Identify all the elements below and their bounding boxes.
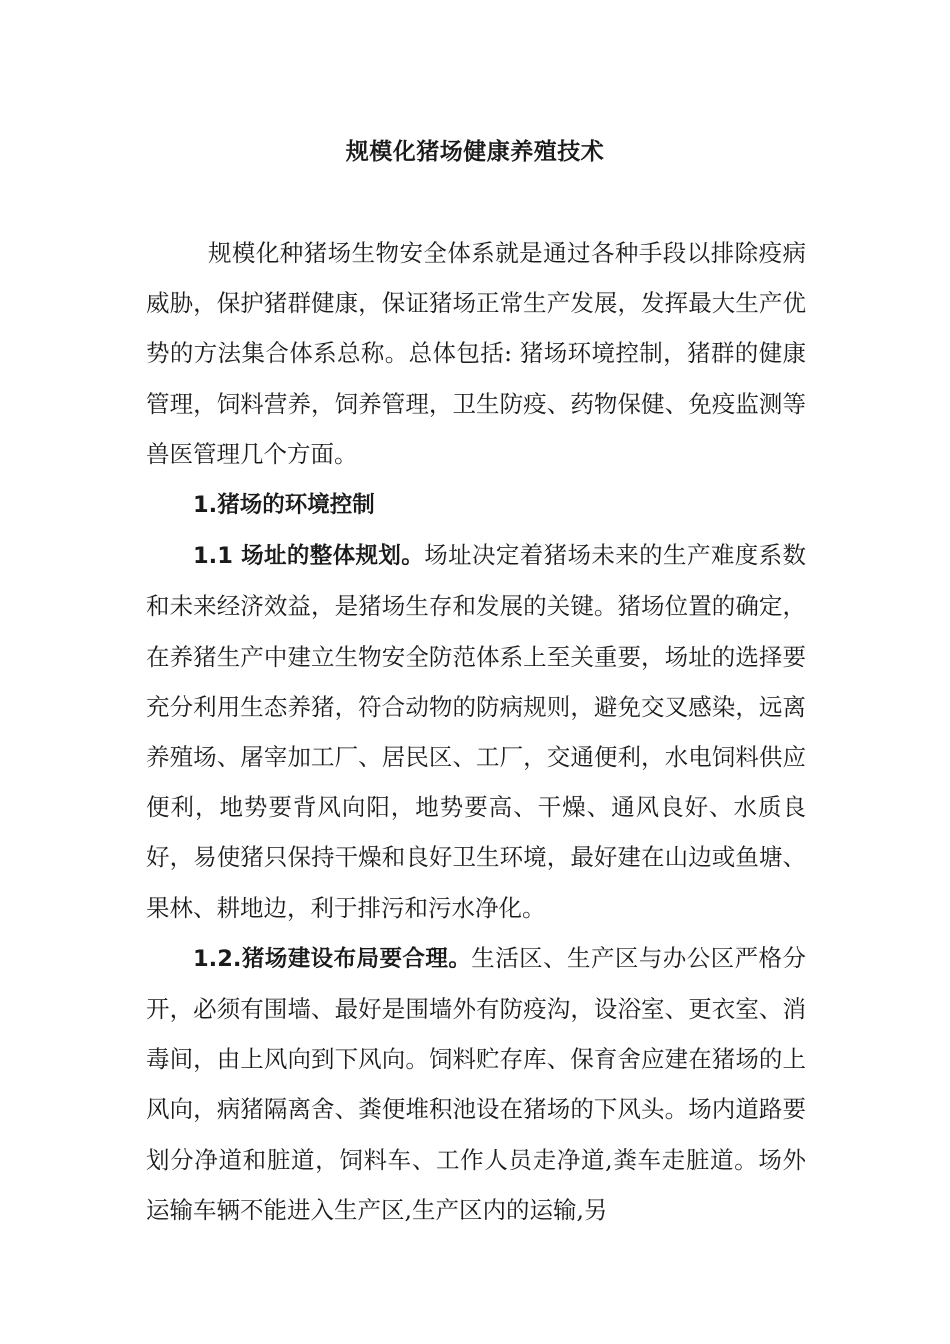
section-1-1-heading: 1.1 场址的整体规划。 [193,543,425,570]
section-1-1-text: 场址决定着猪场未来的生产难度系数和未来经济效益，是猪场生存和发展的关键。猪场位置的确定，在养猪生产中建立生物安全防范体系上至关重要，场址的选择要充分利用生态养猪，符合动物的防病规则，避免交叉感染，远离养殖场、屠宰加工厂、居民区、工厂，交通便利，水电饲料供应便利，地势要背风向阳，地势要高、干燥、通风良好、水质良好，易使猪只保持干燥和良好卫生环境，最好建在山边或鱼塘、果林、耕地边，利于排污和污水净化。 [146,541,806,922]
section-1-heading: 1.猪场的环境控制 [193,492,375,519]
section-1-1-paragraph [146,530,806,933]
section-1-2-heading: 1.2.猪场建设布局要合理。 [193,945,472,972]
document-title: 规模化猪场健康养殖技术 [345,139,605,165]
intro-paragraph: 规模化种猪场生物安全体系就是通过各种手段以排除疫病威胁，保护猪群健康，保证猪场正常生产发展，发挥最大生产优势的方法集合体系总称。总体包括: 猪场环境控制，猪群的健康管理，饲料营养，饲养管理，卫生防疫、药物保健、免疫监测等兽医管理几个方面。 [146,239,806,468]
section-1-2-paragraph [146,933,806,1235]
section-1-paragraph [146,479,806,530]
section-1-2-text: 生活区、生产区与办公区严格分开，必须有围墙、最好是围墙外有防疫沟，设浴室、更衣室、消毒间，由上风向到下风向。饲料贮存库、保育舍应建在猪场的上风向，病猪隔离舍、粪便堆积池设在猪场的下风头。场内道路要划分净道和脏道，饲料车、工作人员走净道,粪车走脏道。场外运输车辆不能进入生产区,生产区内的运输,另 [146,943,807,1224]
document-body [146,228,806,1235]
